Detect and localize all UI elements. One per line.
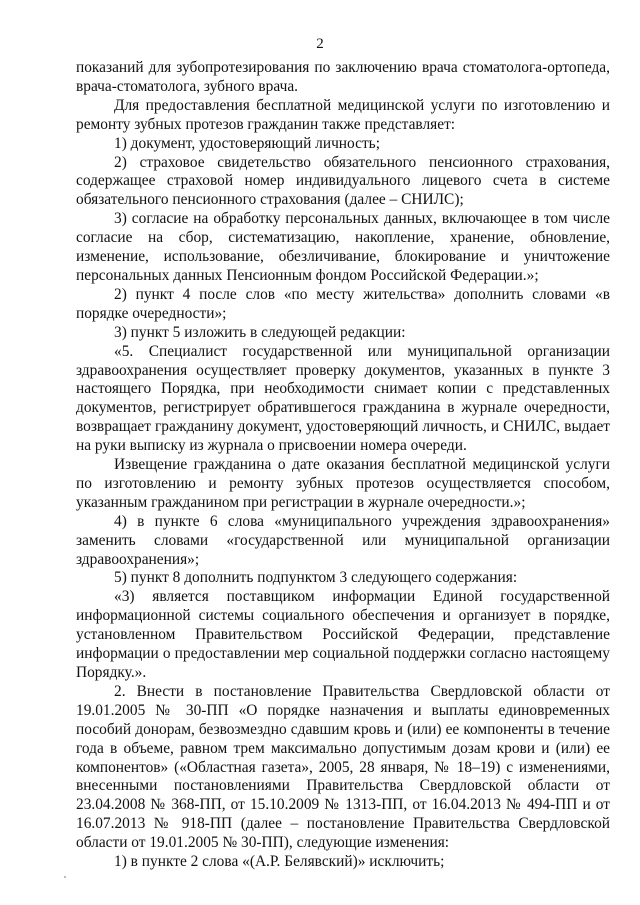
paragraph-5: 3) согласие на обработку персональных данных, включающее в том числе согласие на сбор, систематизацию, накопление, хранение, обновление, изменение, использование, обезличивание, блокирование и уничтожение персональных данных Пенсионным фондом Российской Федерации.»; [76, 210, 610, 284]
paragraph-12: «3) является поставщиком информации Единой государственной информационной системы социального обеспечения и организует в порядке, установленном Правительством Российской Федерации, представление информации о предоставлении мер социальной поддержки согласно настоящему Порядку.». [76, 588, 610, 681]
page-number: 2 [316, 36, 324, 52]
paragraph-10: 4) в пункте 6 слова «муниципального учреждения здравоохранения» заменить словами «государственной или муниципальной организации здравоохранения»; [76, 512, 610, 568]
paragraph-6: 2) пункт 4 после слов «по месту жительства» дополнить словами «в порядке очередности»; [76, 285, 610, 322]
paragraph-8: «5. Специалист государственной или муниципальной организации здравоохранения осуществляет проверку документов, указанных в пункте 3 настоящего Порядка, при необходимости снимает копии с представленных документов, регистрирует обратившегося гражданина в журнале очередности, возвращает гражданину документ, удостоверяющий личность, и СНИЛС, выдает на руки выписку из журнала о присвоении номера очереди. [76, 342, 610, 455]
paragraph-14: 1) в пункте 2 слова «(А.Р. Белявский)» исключить; [114, 853, 445, 871]
document-body [76, 59, 610, 872]
paragraph-2: Для предоставления бесплатной медицинской услуги по изготовлению и ремонту зубных протезов гражданин также представляет: [76, 96, 610, 133]
paragraph-3: 1) документ, удостоверяющий личность; [114, 134, 380, 152]
paragraph-7: 3) пункт 5 изложить в следующей редакции: [114, 323, 406, 341]
paragraph-1: показаний для зубопротезирования по заключению врача стоматолога-ортопеда, врача-стоматолога, зубного врача. [76, 59, 610, 95]
paragraph-9: Извещение гражданина о дате оказания бесплатной медицинской услуги по изготовлению и ремонту зубных протезов осуществляется способом, указанным гражданином при регистрации в журнале очередности.»; [76, 456, 610, 511]
paragraph-4: 2) страховое свидетельство обязательного пенсионного страхования, содержащее страховой номер индивидуального лицевого счета в системе обязательного пенсионного страхования (далее – СНИЛС); [76, 153, 610, 209]
paragraph-11: 5) пункт 8 дополнить подпунктом 3 следующего содержания: [114, 569, 518, 587]
paragraph-13: 2. Внести в постановление Правительства Свердловской области от 19.01.2005 № 30-ПП «О порядке назначения и выплаты единовременных пособий донорам, безвозмездно сдавшим кровь и (или) ее компоненты в течение года в объеме, равном трем максимально допустимым дозам крови и (или) ее компонентов» («Областная газета», 2005, 28 января, № 18–19) с изменениями, внесенными постановлениями Правительства Свердловской области от 23.04.2008 № 368-ПП, от 15.10.2009 № 1313-ПП, от 16.04.2013 № 494-ПП и от 16.07.2013 № 918-ПП (далее – постановление Правительства Свердловской области от 19.01.2005 № 30-ПП), следующие изменения: [76, 682, 610, 852]
scan-speck [64, 876, 66, 878]
